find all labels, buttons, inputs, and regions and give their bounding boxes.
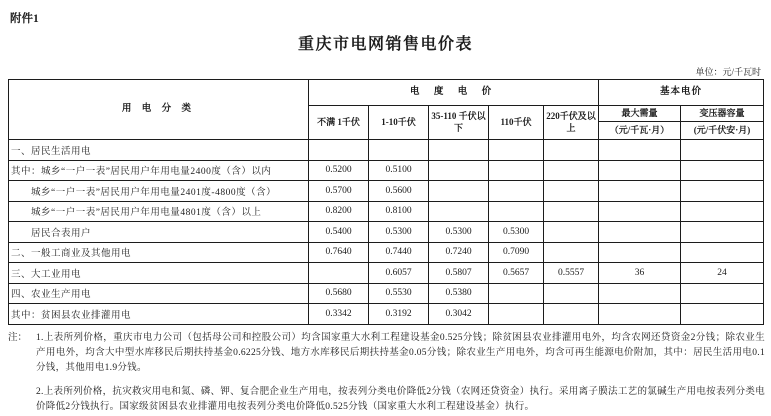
price-cell: 0.5680 — [309, 283, 369, 304]
price-cell: 0.5300 — [369, 222, 429, 243]
price-cell — [599, 181, 681, 202]
price-cell: 0.5200 — [309, 160, 369, 181]
classification-header-cell: 用 电 分 类 — [9, 80, 309, 140]
transformer-capacity-unit: (元/千伏安·月) — [681, 122, 764, 140]
price-cell — [599, 283, 681, 304]
max-demand-header: 最大需量 — [599, 106, 681, 122]
price-cell — [544, 160, 599, 181]
table-row-tier3 — [9, 201, 764, 222]
page-title: 重庆市电网销售电价表 — [297, 36, 473, 53]
table-row-tier2 — [9, 181, 764, 202]
price-cell: 0.3192 — [369, 304, 429, 325]
price-cell: 0.3342 — [309, 304, 369, 325]
price-cell — [309, 140, 369, 161]
price-cell: 0.5657 — [489, 263, 544, 284]
row-label-cell: 城乡“一户一表”居民用户年用电量2401度-4800度（含） — [9, 181, 309, 202]
price-cell: 0.5530 — [369, 283, 429, 304]
footnotes — [8, 331, 765, 416]
row-label-cell: 城乡“一户一表”居民用户年用电量4801度（含）以上 — [9, 201, 309, 222]
price-cell: 0.5557 — [544, 263, 599, 284]
price-cell — [544, 140, 599, 161]
voltage-column-header-1-10kv: 1-10千伏 — [369, 106, 429, 140]
price-cell: 0.5600 — [369, 181, 429, 202]
max-demand-unit: （元/千瓦·月） — [599, 122, 681, 140]
price-cell — [681, 181, 764, 202]
price-cell: 0.8200 — [309, 201, 369, 222]
price-cell: 0.5380 — [429, 283, 489, 304]
price-cell: 0.7090 — [489, 242, 544, 263]
price-cell: 0.5300 — [429, 222, 489, 243]
price-cell: 0.5300 — [489, 222, 544, 243]
table-row-agriculture — [9, 283, 764, 304]
price-cell — [681, 140, 764, 161]
price-cell — [429, 181, 489, 202]
note-item-1: 1.上表所列价格，重庆市电力公司（包括母公司和控股公司）均含国家重大水利工程建设基金0.525分钱；除贫困县农业排灌用电外，均含农网还贷资金2分钱；除农业生产用电外，均含大中型水库移民后期扶持基金0.6225分钱、地方水库移民后期扶持基金0.05分钱；除农业生产用电外，均含可再生能源电价附加，其中：居民生活用电0.1分钱，其他用电1.9分钱。 — [36, 332, 765, 373]
row-label-cell: 其中：贫困县农业排灌用电 — [9, 304, 309, 325]
price-cell — [429, 140, 489, 161]
price-cell — [429, 201, 489, 222]
price-cell: 0.5400 — [309, 222, 369, 243]
price-cell — [681, 201, 764, 222]
price-cell — [489, 160, 544, 181]
row-label-cell: 三、大工业用电 — [9, 263, 309, 284]
price-cell — [544, 222, 599, 243]
notes-label: 注： — [8, 332, 28, 343]
table-row-commercial — [9, 242, 764, 263]
price-cell — [599, 160, 681, 181]
price-cell — [599, 304, 681, 325]
price-cell — [681, 160, 764, 181]
unit-note: 单位：元/千瓦时 — [695, 67, 761, 77]
price-cell — [599, 242, 681, 263]
price-cell — [489, 304, 544, 325]
price-cell: 0.7440 — [369, 242, 429, 263]
voltage-column-header-220kv: 220千伏及以上 — [544, 106, 599, 140]
price-cell: 0.5807 — [429, 263, 489, 284]
price-cell — [544, 201, 599, 222]
price-cell: 0.8100 — [369, 201, 429, 222]
price-cell: 0.5100 — [369, 160, 429, 181]
table-row-combined-meter — [9, 222, 764, 243]
table-row-tier1 — [9, 160, 764, 181]
basic-price-group-header: 基本电价 — [599, 80, 764, 106]
price-cell — [489, 201, 544, 222]
price-cell — [544, 304, 599, 325]
price-cell — [489, 140, 544, 161]
table-row-poor-county-irrigation — [9, 304, 764, 325]
price-cell: 0.3042 — [429, 304, 489, 325]
price-cell — [489, 181, 544, 202]
row-label-cell: 其中：城乡“一户一表”居民用户年用电量2400度（含）以内 — [9, 160, 309, 181]
price-cell: 0.7640 — [309, 242, 369, 263]
table-row-residential — [9, 140, 764, 161]
row-label-cell: 四、农业生产用电 — [9, 283, 309, 304]
price-cell — [544, 283, 599, 304]
header-row-groups — [9, 80, 764, 106]
voltage-column-header-under1kv: 不满 1千伏 — [309, 106, 369, 140]
price-cell: 24 — [681, 263, 764, 284]
energy-price-group-header: 电 度 电 价 — [309, 80, 599, 106]
price-cell — [681, 304, 764, 325]
price-cell — [309, 263, 369, 284]
price-cell: 36 — [599, 263, 681, 284]
price-cell — [544, 242, 599, 263]
price-cell — [544, 181, 599, 202]
price-cell — [369, 140, 429, 161]
price-cell — [429, 160, 489, 181]
row-label-cell: 居民合表用户 — [9, 222, 309, 243]
attachment-label: 附件1 — [10, 13, 39, 25]
row-label-cell: 二、一般工商业及其他用电 — [9, 242, 309, 263]
price-cell — [599, 140, 681, 161]
price-cell — [599, 222, 681, 243]
voltage-column-header-110kv: 110千伏 — [489, 106, 544, 140]
notes-body — [36, 331, 765, 416]
price-cell — [489, 283, 544, 304]
price-cell — [681, 283, 764, 304]
table-row-large-industry — [9, 263, 764, 284]
price-cell — [681, 222, 764, 243]
row-label-cell: 一、居民生活用电 — [9, 140, 309, 161]
transformer-capacity-header: 变压器容量 — [681, 106, 764, 122]
price-cell — [681, 242, 764, 263]
price-cell: 0.7240 — [429, 242, 489, 263]
voltage-column-header-35-110kv: 35-110 千伏以下 — [429, 106, 489, 140]
price-cell: 0.5700 — [309, 181, 369, 202]
note-item-2: 2.上表所列价格，抗灾救灾用电和氮、磷、钾、复合肥企业生产用电，按表列分类电价降低2分钱（农网还贷资金）执行。采用离子膜法工艺的氯碱生产用电按表列分类电价降低2分钱执行。国家级贫困县农业排灌用电按表列分类电价降低0.525分钱（国家重大水利工程建设基金）执行。 — [36, 387, 765, 413]
price-table — [8, 79, 764, 325]
price-cell — [599, 201, 681, 222]
price-cell: 0.6057 — [369, 263, 429, 284]
